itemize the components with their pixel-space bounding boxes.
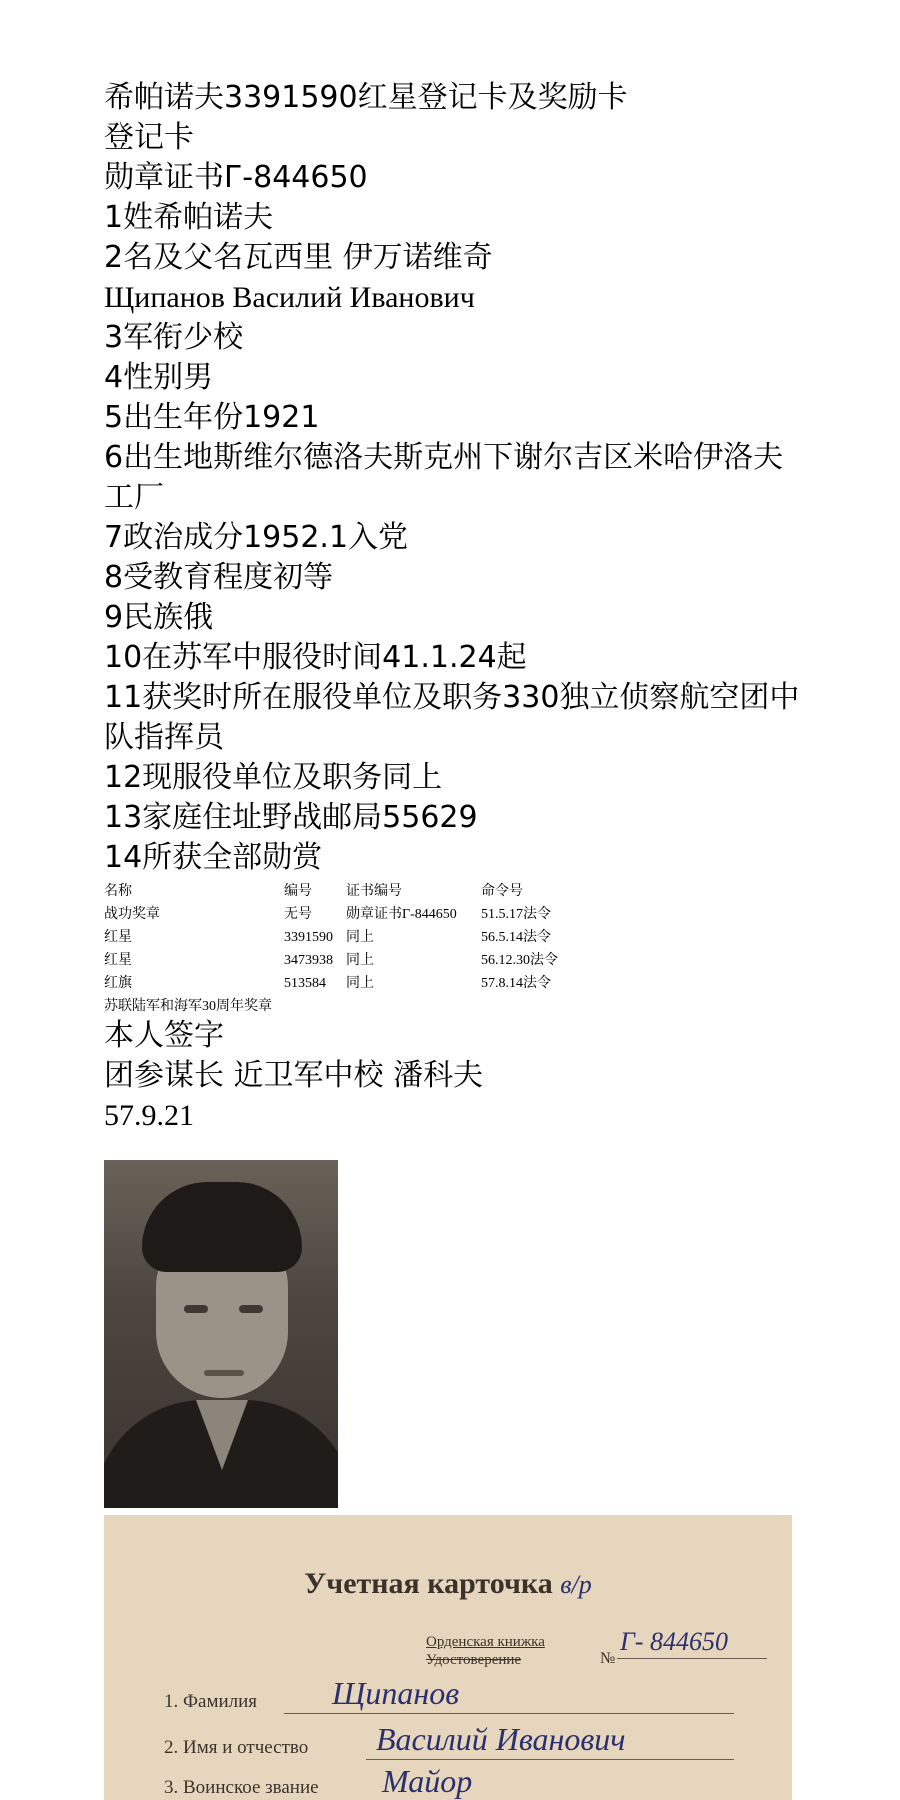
card-no-rule [617,1658,767,1659]
card-order-line1: Орденская книжка [426,1634,545,1650]
card-surname-value: Щипанов [332,1675,460,1711]
award-order: 56.5.14法令 [481,930,551,945]
awards-header-row [104,880,591,903]
card-rank-value: Майор [382,1763,473,1799]
portrait-photo [104,1160,338,1508]
award-name: 红星 [104,953,132,968]
award-certificate: 同上 [346,976,374,991]
card-field-name: 2. Имя и отчество [164,1737,309,1758]
field-gender: 4性别男 [104,360,214,395]
photo-hair [142,1182,302,1272]
field-surname: 1姓希帕诺夫 [104,200,274,235]
award-order [481,995,591,1016]
field-name-patronymic: 2名及父名瓦西里 伊万诺维奇 [104,240,493,275]
card-name-rule [366,1759,734,1760]
col-header-order: 命令号 [481,884,523,899]
field-birthplace: 6出生地斯维尔德洛夫斯克州下谢尔吉区米哈伊洛夫工厂 [104,440,784,515]
award-name: 红旗 [104,976,132,991]
table-row [104,972,591,995]
field-party: 7政治成分1952.1入党 [104,520,409,555]
card-no-label: № [600,1650,616,1667]
field-rank: 3军衔少校 [104,320,244,355]
award-number: 无号 [284,907,312,922]
field-nationality: 9民族俄 [104,600,214,635]
table-row [104,903,591,926]
field-all-awards: 14所获全部勋赏 [104,840,323,875]
order-book-line: 勋章证书Г-844650 [104,160,368,195]
photo-eye [239,1305,263,1313]
document-text [104,78,804,1136]
award-order: 51.5.17法令 [481,907,551,922]
table-row [104,949,591,972]
award-certificate: 同上 [346,930,374,945]
award-number: 3473938 [284,953,333,968]
col-header-name: 名称 [104,884,132,899]
award-order: 57.8.14法令 [481,976,551,991]
doc-subtitle: 登记卡 [104,120,194,155]
field-education: 8受教育程度初等 [104,560,334,595]
award-certificate: 勋章证书Г-844650 [346,907,457,922]
table-row [104,995,591,1016]
table-row [104,926,591,949]
award-number: 3391590 [284,930,333,945]
col-header-number: 编号 [284,884,312,899]
awards-table [104,880,804,1016]
card-title-mark: в/р [560,1570,592,1599]
award-name: 红星 [104,930,132,945]
award-certificate: 同上 [346,953,374,968]
field-unit-at-award: 11获奖时所在服役单位及职务330独立侦察航空团中队指挥员 [104,680,800,755]
field-birth-year: 5出生年份1921 [104,400,320,435]
card-field-surname: 1. Фамилия [164,1691,258,1712]
card-title-text: Учетная карточка [304,1567,553,1600]
card-name-value: Василий Иванович [376,1721,626,1757]
field-service-start: 10在苏军中服役时间41.1.24起 [104,640,527,675]
card-order-book [426,1633,545,1669]
registration-card-scan [104,1515,792,1800]
award-number [284,995,346,1016]
photo-mouth [204,1370,244,1376]
photo-eye [184,1305,208,1313]
card-title [104,1567,792,1601]
card-surname-rule [284,1713,734,1714]
award-name: 战功奖章 [104,907,160,922]
field-name-russian: Щипанов Василий Иванович [104,281,475,314]
doc-title: 希帕诺夫3391590红星登记卡及奖励卡 [104,80,628,115]
signature-label: 本人签字 [104,1018,224,1053]
card-no-value: Г- 844650 [620,1627,728,1656]
col-header-certificate: 证书编号 [346,884,402,899]
officer-line: 团参谋长 近卫军中校 潘科夫 [104,1058,484,1093]
award-order: 56.12.30法令 [481,953,558,968]
award-certificate [346,995,481,1016]
field-home-address: 13家庭住址野战邮局55629 [104,800,478,835]
date-line: 57.9.21 [104,1099,194,1132]
field-current-unit: 12现服役单位及职务同上 [104,760,443,795]
card-order-line2: Удостоверение [426,1652,522,1668]
award-number: 513584 [284,976,326,991]
award-name: 苏联陆军和海军30周年奖章 [104,999,272,1014]
card-field-rank: 3. Воинское звание [164,1777,319,1798]
